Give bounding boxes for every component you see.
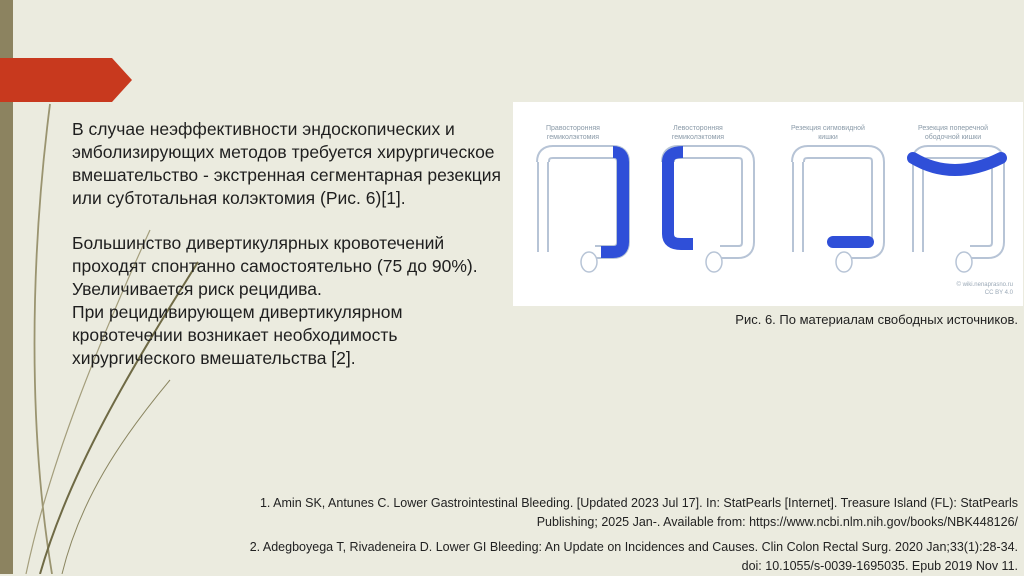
paragraph-spontaneous: Большинство дивертикулярных кровотечений проходят спонтанно самостоятельно (75 до 90%). Увеличивается риск рецидива. [72,233,478,299]
colon-diagram-3 [798,152,878,272]
references [238,494,1018,576]
label-left-hemicolectomy-2: гемиколэктомия [671,134,725,141]
main-text [72,118,512,370]
accent-arrow [0,58,132,102]
paragraph-recurrent: При рецидивирующем дивертикулярном кровотечении возникает необходимость хирургического вмешательства [2]. [72,302,403,368]
label-sigmoid-resection-2: кишки [818,134,838,141]
label-transverse-resection-1: Резекция поперечной [917,125,989,132]
label-left-hemicolectomy-1: Левосторонняя [673,125,723,132]
watermark-source: © wiki.nenaprasno.ru [956,282,1013,288]
watermark-license: CC BY 4.0 [984,290,1013,296]
colectomy-figure [513,102,1023,306]
figure-caption: Рис. 6. По материалам свободных источников. [735,312,1018,327]
label-right-hemicolectomy-2: гемиколэктомия [546,134,600,141]
colon-diagram-4 [913,152,1001,272]
reference-2: 2. Adegboyega T, Rivadeneira D. Lower GI Bleeding: An Update on Incidences and Causes. Clin Colon Rectal Surg. 2020 Jan;33(1):28-34. doi: 10.1055/s-0039-1695035. Epub 2019 Nov 11. [249,540,1018,573]
label-sigmoid-resection-1: Резекция сигмовидной [791,125,865,132]
label-transverse-resection-2: ободочной кишки [924,134,982,141]
colon-diagram-1 [543,152,623,272]
colon-diagram-2 [668,152,748,272]
paragraph-surgery: В случае неэффективности эндоскопических и эмболизирующих методов требуется хирургическое вмешательство - экстренная сегментарная резекция или субтотальная колэктомия (Рис. 6)[1]. [72,119,501,208]
label-right-hemicolectomy-1: Правосторонняя [546,125,600,132]
colectomy-illustration [513,102,1023,306]
reference-1: 1. Amin SK, Antunes C. Lower Gastrointestinal Bleeding. [Updated 2023 Jul 17]. In: StatPearls [Internet]. Treasure Island (FL): StatPearls Publishing; 2025 Jan-. Available from: https://www.ncbi.nlm.nih.gov/books/NBK448126/ [259,496,1018,529]
